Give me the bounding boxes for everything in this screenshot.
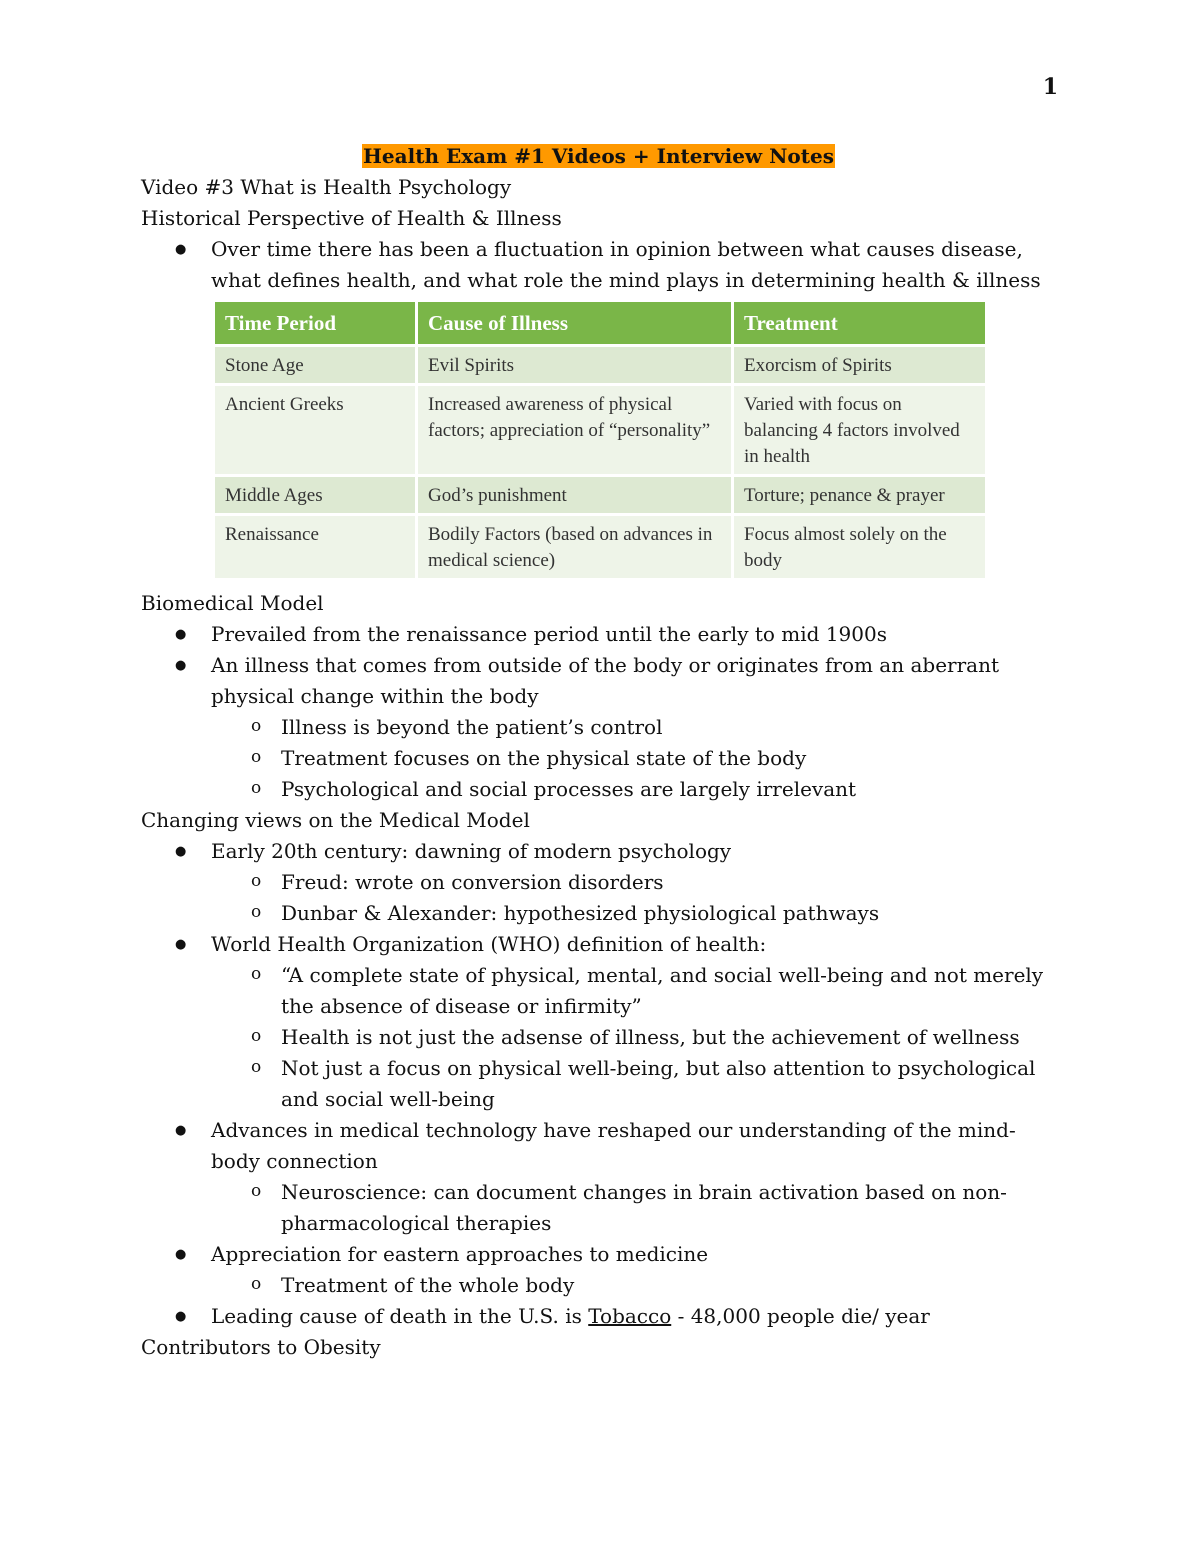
list-item <box>141 1301 1056 1332</box>
deaths-text: - 48,000 people die/ year <box>671 1304 930 1328</box>
tobacco-underlined: Tobacco <box>588 1304 672 1328</box>
leading-cause-text: Leading cause of death in the U.S. is <box>211 1304 589 1328</box>
sub-list-item: o Neuroscience: can document changes in brain activation based on non-pharmacological therapies <box>141 1177 1056 1239</box>
table-cell: Ancient Greeks <box>215 385 417 476</box>
sub-list-item: o Not just a focus on physical well-being, but also attention to psychological and social well-being <box>141 1053 1056 1115</box>
list-item: ● World Health Organization (WHO) definition of health: <box>141 929 1056 960</box>
table-row <box>215 385 985 476</box>
table-cell: Increased awareness of physical factors; appreciation of “personality” <box>417 385 733 476</box>
header-time-period: Time Period <box>215 302 417 346</box>
sub-list-item: o “A complete state of physical, mental, and social well-being and not merely the absence of disease or infirmity” <box>141 960 1056 1022</box>
historical-list <box>141 234 1056 296</box>
list-item: ● An illness that comes from outside of the body or originates from an aberrant physical change within the body <box>141 650 1056 712</box>
list-item: ● Advances in medical technology have reshaped our understanding of the mind-body connection <box>141 1115 1056 1177</box>
table-header-row <box>215 302 985 346</box>
table-cell: Exorcism of Spirits <box>733 346 986 385</box>
table-cell: Middle Ages <box>215 476 417 515</box>
table-row <box>215 515 985 579</box>
title-row <box>141 141 1056 172</box>
table-cell: Stone Age <box>215 346 417 385</box>
list-item: ● Appreciation for eastern approaches to medicine <box>141 1239 1056 1270</box>
table-cell: Focus almost solely on the body <box>733 515 986 579</box>
sub-list-item: o Treatment focuses on the physical state of the body <box>141 743 1056 774</box>
history-table <box>215 302 985 578</box>
sub-list-item: o Health is not just the adsense of illness, but the achievement of wellness <box>141 1022 1056 1053</box>
biomedical-heading: Biomedical Model <box>141 591 324 615</box>
video-heading: Video #3 What is Health Psychology <box>141 175 512 199</box>
header-treatment: Treatment <box>733 302 986 346</box>
sub-list-item: o Dunbar & Alexander: hypothesized physiological pathways <box>141 898 1056 929</box>
table-cell: Evil Spirits <box>417 346 733 385</box>
table-cell: Varied with focus on balancing 4 factors involved in health <box>733 385 986 476</box>
table-row <box>215 346 985 385</box>
list-item: ● Prevailed from the renaissance period until the early to mid 1900s <box>141 619 1056 650</box>
table-cell: Renaissance <box>215 515 417 579</box>
table-cell: Bodily Factors (based on advances in medical science) <box>417 515 733 579</box>
document-title: Health Exam #1 Videos + Interview Notes <box>363 144 834 168</box>
table-row <box>215 476 985 515</box>
sub-list-item: o Psychological and social processes are largely irrelevant <box>141 774 1056 805</box>
document-body <box>141 141 1056 1363</box>
changing-views-list <box>141 836 1056 1332</box>
list-item: ● Over time there has been a fluctuation in opinion between what causes disease, what defines health, and what role the mind plays in determining health & illness <box>141 234 1056 296</box>
header-cause-of-illness: Cause of Illness <box>417 302 733 346</box>
table-cell: Torture; penance & prayer <box>733 476 986 515</box>
sub-list-item: o Illness is beyond the patient’s control <box>141 712 1056 743</box>
changing-views-heading: Changing views on the Medical Model <box>141 808 530 832</box>
page-number: 1 <box>1042 74 1058 100</box>
historical-heading: Historical Perspective of Health & Illness <box>141 206 562 230</box>
sub-list-item: o Freud: wrote on conversion disorders <box>141 867 1056 898</box>
sub-list-item: o Treatment of the whole body <box>141 1270 1056 1301</box>
table-cell: God’s punishment <box>417 476 733 515</box>
obesity-heading: Contributors to Obesity <box>141 1335 381 1359</box>
list-item: ● Early 20th century: dawning of modern psychology <box>141 836 1056 867</box>
biomedical-list <box>141 619 1056 805</box>
